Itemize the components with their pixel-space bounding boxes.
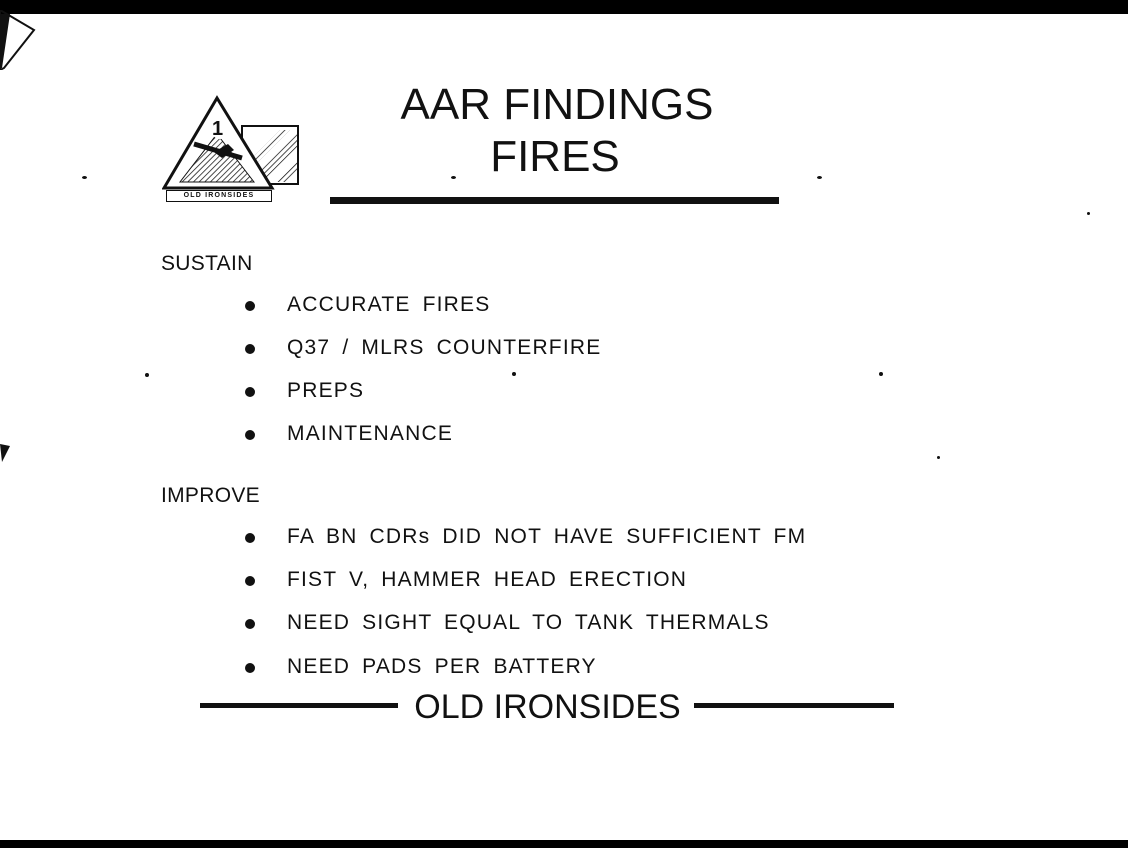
list-item: FA BN CDRs DID NOT HAVE SUFFICIENT FM: [287, 525, 807, 548]
scan-speck: [512, 372, 516, 376]
slide-title: AAR FINDINGS: [400, 80, 714, 129]
scan-speck: [145, 373, 149, 377]
bullet-icon: [245, 387, 255, 397]
bullet-icon: [245, 430, 255, 440]
slide-subtitle: FIRES: [490, 132, 620, 181]
list-item: PREPS: [287, 379, 365, 402]
list-item: MAINTENANCE: [287, 422, 454, 445]
bullet-icon: [245, 663, 255, 673]
corner-fold-mark: [0, 10, 40, 70]
list-item: NEED PADS PER BATTERY: [287, 655, 597, 678]
scan-speck: [879, 372, 883, 376]
bullet-icon: [245, 533, 255, 543]
scan-border-top: [0, 0, 1128, 14]
scan-border-bottom: [0, 840, 1128, 848]
list-item: NEED SIGHT EQUAL TO TANK THERMALS: [287, 611, 770, 634]
title-underline: [330, 197, 779, 204]
footer-rule-left: [200, 703, 398, 708]
bullet-icon: [245, 301, 255, 311]
bullet-icon: [245, 576, 255, 586]
scan-speck: [937, 456, 940, 459]
emblem-division-number: 1: [212, 118, 224, 140]
scan-speck: [817, 176, 822, 179]
scan-speck: [82, 176, 87, 179]
left-edge-mark: [0, 440, 12, 464]
footer-rule-right: [694, 703, 894, 708]
section-heading-sustain: SUSTAIN: [161, 252, 253, 275]
scan-speck: [1087, 212, 1090, 215]
bullet-icon: [245, 619, 255, 629]
division-emblem-icon: [162, 94, 304, 204]
list-item: Q37 / MLRS COUNTERFIRE: [287, 336, 602, 359]
section-heading-improve: IMPROVE: [161, 484, 260, 507]
list-item: ACCURATE FIRES: [287, 293, 491, 316]
list-item: FIST V, HAMMER HEAD ERECTION: [287, 568, 688, 591]
emblem-label: OLD IRONSIDES: [166, 190, 272, 202]
bullet-icon: [245, 344, 255, 354]
footer-motto: OLD IRONSIDES: [414, 688, 681, 726]
